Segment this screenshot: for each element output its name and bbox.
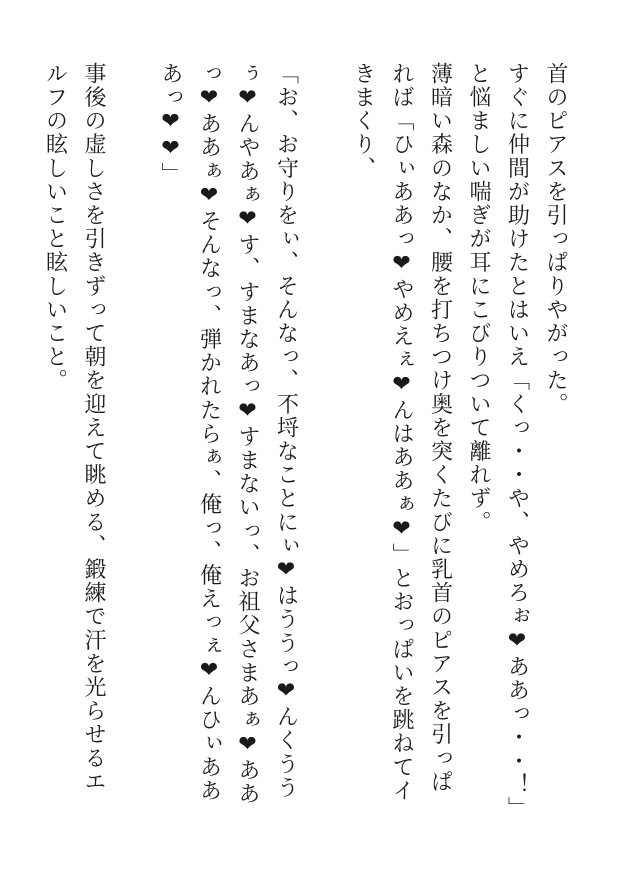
text-line-1: 首のピアスを引っぱりやがった。 — [543, 62, 568, 416]
text-line-2: すぐに仲間が助けたとはいえ「くっ・・や、やめろぉ❤ああっ・・！」 — [504, 62, 530, 821]
text-line-9: ぅ❤んやあぁ❤す、すまなあっ❤すまないっ、お祖父さまあぁ❤ああ — [235, 62, 260, 806]
paragraph-gap — [112, 62, 151, 852]
text-line-5: れば「ひぃああっ❤やめえぇ❤んはああぁ❤」とおっぱいを跳ねてイ — [389, 62, 414, 803]
text-line-4: 薄暗い森のなか、腰を打ちつけ奥を突くたびに乳首のピアスを引っぱ — [427, 62, 453, 794]
text-line-8: 「お、お守りをぃ、そんなっ、不埒なことにぃ❤はううっ❤んくうう — [273, 62, 299, 800]
text-line-3: と悩ましい喘ぎが耳にこびりついて離れず。 — [466, 62, 491, 534]
text-line-10: っ❤ああぁ❤そんなっ、弾かれたらぁ、俺っ、俺えっぇ❤んひぃああ — [196, 62, 222, 803]
text-line-14: ルフの眩しいこと眩しいこと。 — [42, 62, 68, 393]
paragraph-gap — [305, 62, 344, 852]
vertical-text-body — [35, 62, 574, 852]
text-line-11: あっ❤❤」 — [158, 62, 183, 186]
text-line-6: きまくり、 — [350, 62, 376, 180]
text-line-13: 事後の虚しさを引きずって朝を迎えて眺める、鍛練で汗を光らせるエ — [81, 62, 106, 794]
